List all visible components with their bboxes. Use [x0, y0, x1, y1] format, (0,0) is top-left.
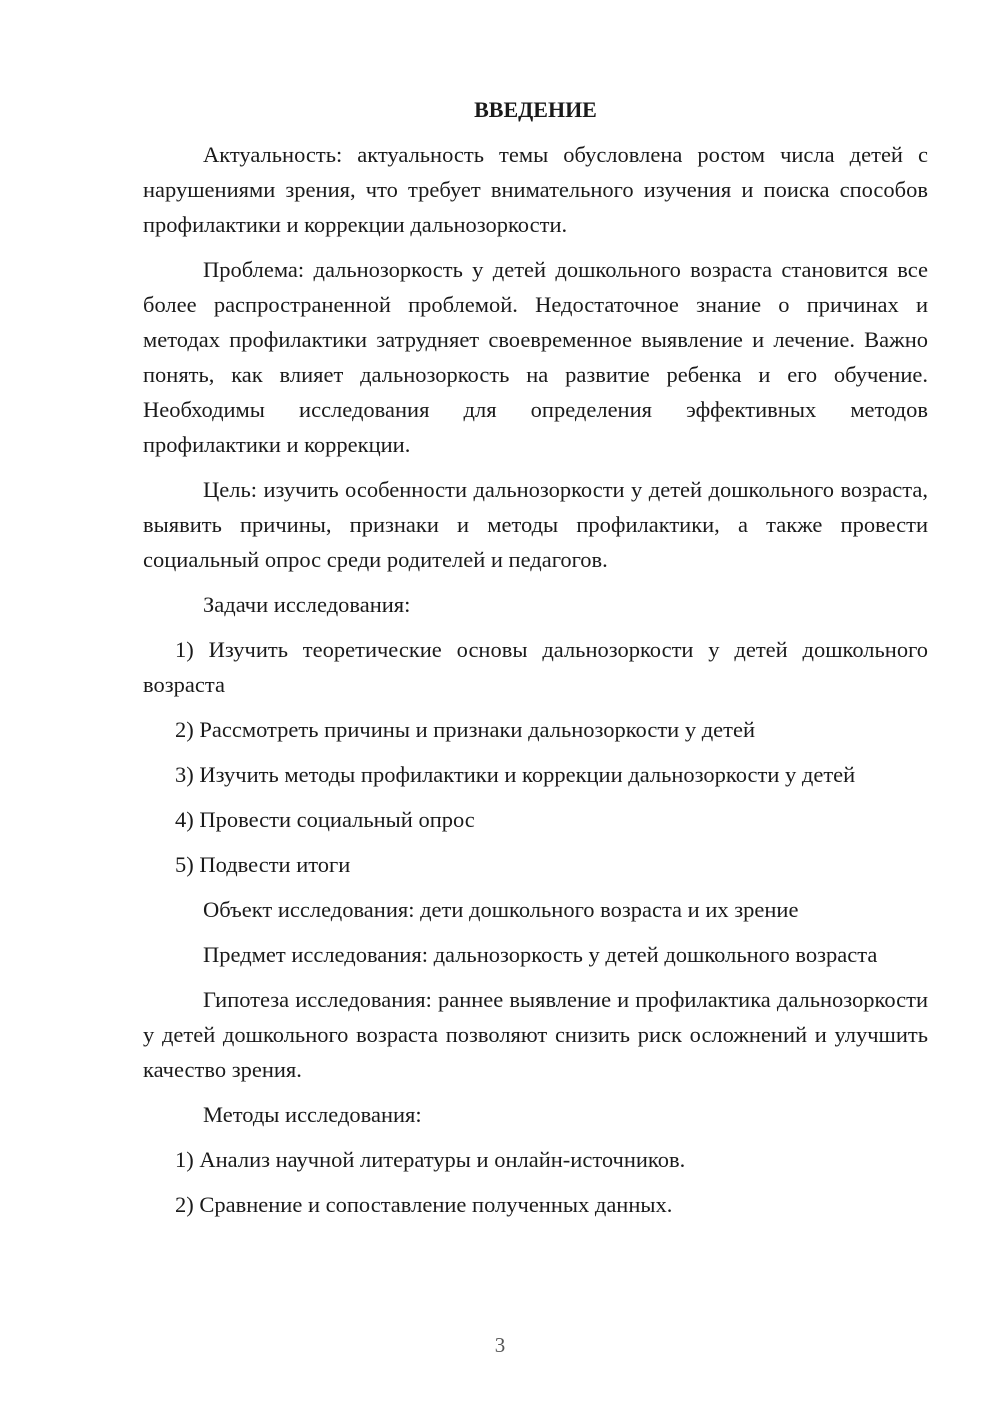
tasks-heading: Задачи исследования: — [203, 592, 411, 617]
document-page — [143, 92, 928, 1232]
task-item: 3) Изучить методы профилактики и коррекции дальнозоркости у детей — [175, 762, 856, 787]
problem-paragraph: Проблема: дальнозоркость у детей дошкольного возраста становится все более распространенной проблемой. Недостаточное знание о причинах и методах профилактики затрудняет своевременное выявление и лечение. Важно понять, как влияет дальнозоркость на развитие ребенка и его обучение. Необходимы исследования для определения эффективных методов профилактики и коррекции. — [143, 257, 928, 457]
method-item: 2) Сравнение и сопоставление полученных данных. — [175, 1192, 673, 1217]
method-item: 1) Анализ научной литературы и онлайн-источников. — [175, 1147, 686, 1172]
task-item: 4) Провести социальный опрос — [175, 807, 475, 832]
page-title: ВВЕДЕНИЕ — [474, 97, 597, 122]
hypothesis-paragraph: Гипотеза исследования: раннее выявление и профилактика дальнозоркости у детей дошкольного возраста позволяют снизить риск осложнений и улучшить качество зрения. — [143, 987, 928, 1082]
task-item: 2) Рассмотреть причины и признаки дальнозоркости у детей — [175, 717, 756, 742]
methods-heading: Методы исследования: — [203, 1102, 422, 1127]
page-number: 3 — [494, 1333, 506, 1357]
task-item: 5) Подвести итоги — [175, 852, 351, 877]
subject-paragraph: Предмет исследования: дальнозоркость у детей дошкольного возраста — [203, 942, 878, 967]
relevance-paragraph: Актуальность: актуальность темы обусловлена ростом числа детей с нарушениями зрения, что требует внимательного изучения и поиска способов профилактики и коррекции дальнозоркости. — [143, 142, 928, 237]
goal-paragraph: Цель: изучить особенности дальнозоркости у детей дошкольного возраста, выявить причины, признаки и методы профилактики, а также провести социальный опрос среди родителей и педагогов. — [143, 477, 928, 572]
object-paragraph: Объект исследования: дети дошкольного возраста и их зрение — [203, 897, 799, 922]
task-item: 1) Изучить теоретические основы дальнозоркости у детей дошкольного возраста — [143, 637, 928, 697]
